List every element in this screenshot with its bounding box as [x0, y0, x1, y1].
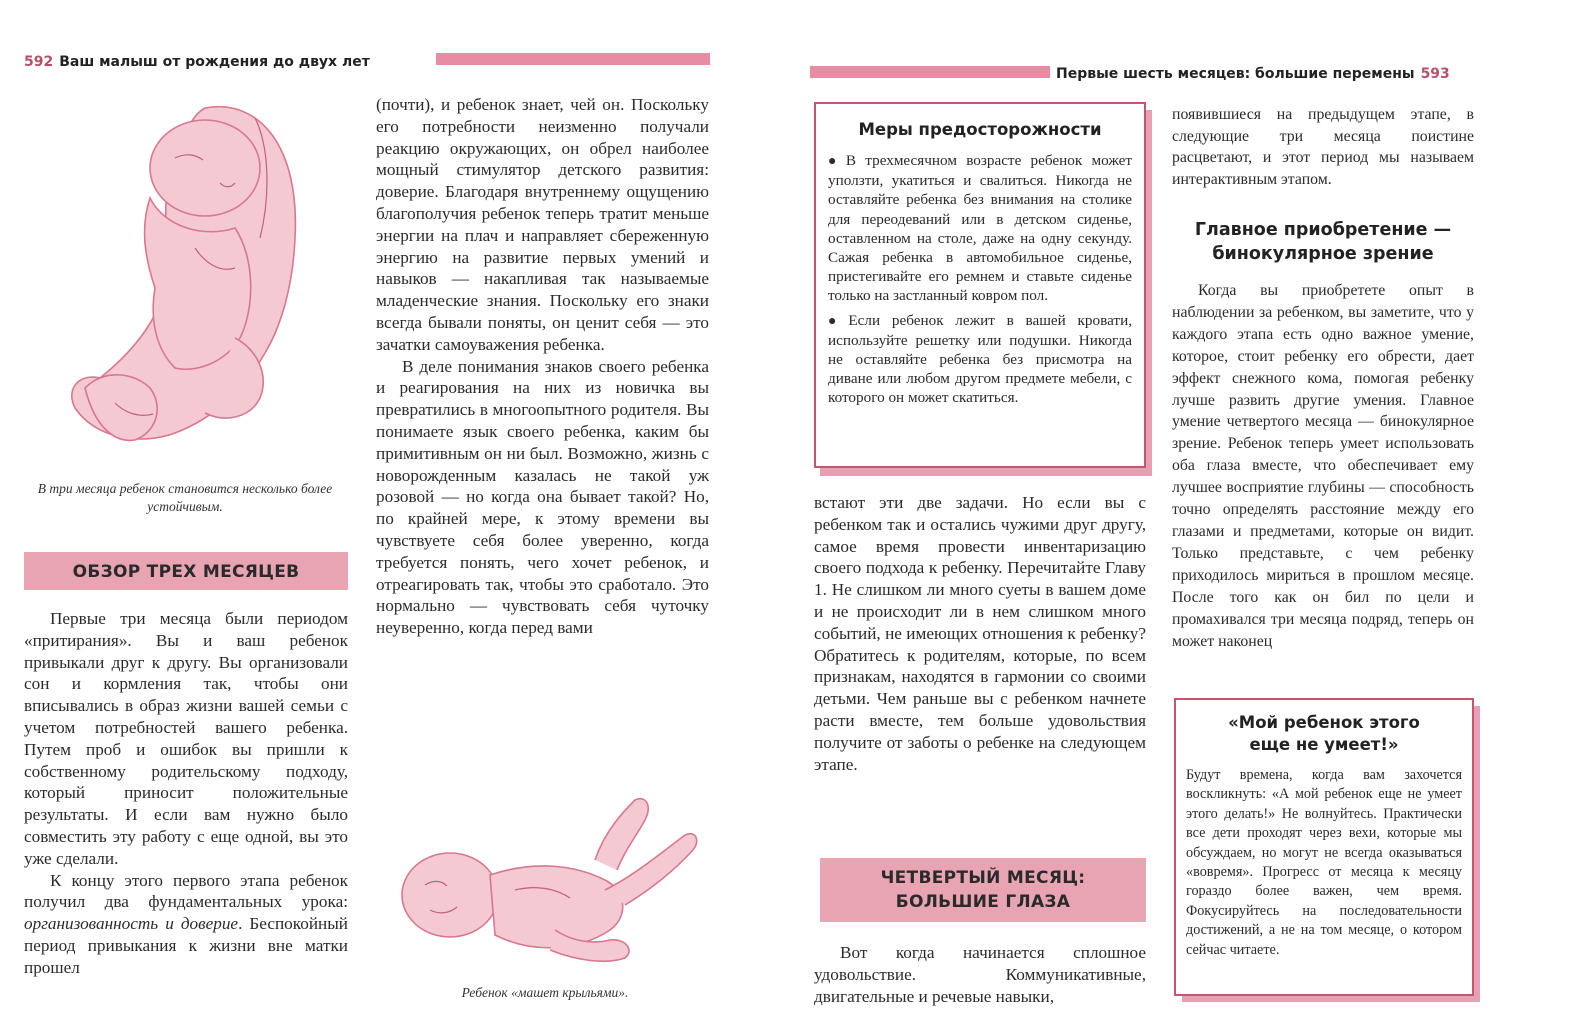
- col2-paragraph-1: (почти), и ребенок знает, чей он. Поскольку его потребности неизменно получали реакцию окружающих, он обрел наиболее мощный стимулятор детского развития: доверие. Благодаря внутреннему ощущению благополучия ребенок теперь тратит меньше энергии на плач и направляет сбереженную энергию на развитие первых умений и навыков — накапливая так называемые младенческие знания. Поскольку его знаки всегда бывали поняты, он ценит себя — это зачатки самоуважения ребенка.: [376, 95, 709, 354]
- left-running-head: [24, 54, 370, 70]
- left-head-bar: [436, 53, 710, 65]
- precaution-item-2: Если ребенок лежит в вашей кровати, используйте решетку или подушки. Никогда не оставляйте ребенка без присмотра на диване или любом другом предмете мебели, с которого он может скатиться.: [828, 311, 1132, 407]
- col2-paragraph-2: В деле понимания знаков своего ребенка и реагирования на них из новичка вы превратились в многоопытного родителя. Вы понимаете язык своего ребенка, каким бы примитивным он ни был. Возможно, жизнь с новорожденным казалась не такой уж розовой — но когда она бывает такой? Но, по крайней мере, к этому времени вы чувствуете себя более уверенно, когда требуется понять, чего хочет ребенок, и отреагировать так, чтобы это сработало. Это нормально — чувствовать себя чуточку неуверенно, когда перед вами: [376, 356, 709, 638]
- right-column-1-continued: [814, 942, 1146, 1007]
- section-heading-fourth-month: [820, 858, 1146, 922]
- col3-after-heading: Вот когда начинается сплошное удовольствие. Коммуникативные, двигательные и речевые навыки,: [814, 943, 1146, 1006]
- caption-bottom: Ребенок «машет крыльями».: [461, 985, 629, 1000]
- precautions-box: [814, 102, 1146, 468]
- right-head-bar: [810, 66, 1050, 78]
- subheading-binocular: [1172, 218, 1474, 266]
- baby-sleeping-illustration: [55, 88, 310, 458]
- precaution-item: [828, 311, 1132, 408]
- col1-p2-italic: организованность и доверие: [24, 914, 239, 934]
- left-running-head-title: Ваш малыш от рождения до двух лет: [59, 54, 370, 70]
- subheading-line-2: бинокулярное зрение: [1212, 244, 1434, 264]
- cannot-box: [1174, 698, 1474, 996]
- col4-paragraph: Когда вы приобретете опыт в наблюдении за ребенком, вы заметите, что у каждого этапа есть одно важное умение, которое, стоит ребенку его обрести, дает эффект снежного кома, помогая ребенку лучше развить другие умения. Главное умение четвертого месяца — бинокулярное зрение. Ребенок теперь умеет использовать оба глаза вместе, что обеспечивает ему лучшее восприятие глубины — способность точно определять расстояние между его глазами и предметами, которые он видит. Только представьте, с чем ребенку приходилось мириться в прошлом месяце. После того как он бил по цели и промахивался три месяца подряд, теперь он может наконец: [1172, 282, 1474, 650]
- baby-flapping-illustration: [395, 790, 705, 975]
- right-column-2-intro: [1172, 104, 1474, 190]
- col1-paragraph-2: [24, 870, 348, 979]
- right-column-2: [1172, 280, 1474, 652]
- precautions-title: Меры предосторожности: [858, 120, 1102, 139]
- col1-paragraph-1: Первые три месяца были периодом «притирания». Вы и ваш ребенок привыкали друг к другу. Вы организовали сон и кормления так, чтобы они вписывались в образ жизни вашей семьи с учетом потребностей вашего ребенка. Путем проб и ошибок вы пришли к собственному родительскому подходу, который приносит положительные результаты. И если вам нужно было совместить эту работу с еще одной, вы это уже сделали.: [24, 609, 348, 868]
- precautions-text: [828, 151, 1132, 408]
- left-page-number: 592: [24, 54, 54, 70]
- cannot-box-text: Будут времена, когда вам захочется воскликнуть: «А мой ребенок еще не умеет этого делать!» Не волнуйтесь. Практически все дети проходят через вехи, которые мы обсуждаем, но могут не всегда оказываться «вовремя». Прогресс от месяца к месяцу гораздо более важен, чем время. Фокусируйтесь на последовательности достижений, а не на том месяце, о котором сейчас читаете.: [1186, 767, 1462, 958]
- bullet-icon: ●: [828, 313, 845, 329]
- cannot-title-line-1: «Мой ребенок этого: [1228, 713, 1420, 732]
- section-heading-overview: ОБЗОР ТРЕХ МЕСЯЦЕВ: [24, 552, 348, 590]
- subheading-line-1: Главное приобретение —: [1194, 220, 1452, 240]
- right-column-1: [814, 492, 1146, 775]
- section-heading-line-2: БОЛЬШИЕ ГЛАЗА: [895, 892, 1071, 912]
- left-column-2: [376, 94, 709, 639]
- section-heading-line-1: ЧЕТВЕРТЫЙ МЕСЯЦ:: [880, 868, 1086, 888]
- col1-p2-end: . Беспокойный период привыкания к жизни вне матки прошел: [24, 914, 348, 977]
- col3-paragraph-1: встают эти две задачи. Но если вы с ребенком так и остались чужими друг другу, самое время провести инвентаризацию своего подхода к ребенку. Перечитайте Главу 1. Не слишком ли много суеты в вашем доме и не происходит ли в нем слишком много событий, не имеющих отношения к ребенку? Обратитесь к родителям, которые, по всем признакам, находятся в гармонии со своими детьми. Чем раньше вы с ребенком начнете расти вместе, тем больше удовольствия получите от заботы о ребенке на следующем этапе.: [814, 493, 1146, 774]
- right-page-number: 593: [1420, 66, 1450, 82]
- right-page: [790, 0, 1580, 1030]
- caption-top: В три месяца ребенок становится несколько более устойчивым.: [37, 481, 333, 514]
- cannot-box-title: [1186, 712, 1462, 756]
- left-column-1: [24, 608, 348, 979]
- right-running-head: [1056, 66, 1450, 82]
- col4-intro: появившиеся на предыдущем этапе, в следующие три месяца поистине расцветают, и этот период мы называем интерактивным этапом.: [1172, 106, 1474, 188]
- cannot-title-line-2: еще не умеет!»: [1249, 735, 1399, 754]
- precaution-item-1: В трехмесячном возрасте ребенок может уползти, укатиться и свалиться. Никогда не оставляйте ребенка без внимания на столике для переодеваний или в детском сиденье, оставленном на столе, даже на одну секунду. Сажая ребенка в автомобильное сиденье, пристегивайте его ремнем и ставьте сиденье только на застланный ковром пол.: [828, 152, 1132, 305]
- right-running-head-title: Первые шесть месяцев: большие перемены: [1056, 66, 1415, 82]
- bullet-icon: ●: [828, 154, 842, 169]
- precaution-item: [828, 151, 1132, 306]
- col1-p2-start: К концу этого первого этапа ребенок получил два фундаментальных урока:: [24, 870, 348, 912]
